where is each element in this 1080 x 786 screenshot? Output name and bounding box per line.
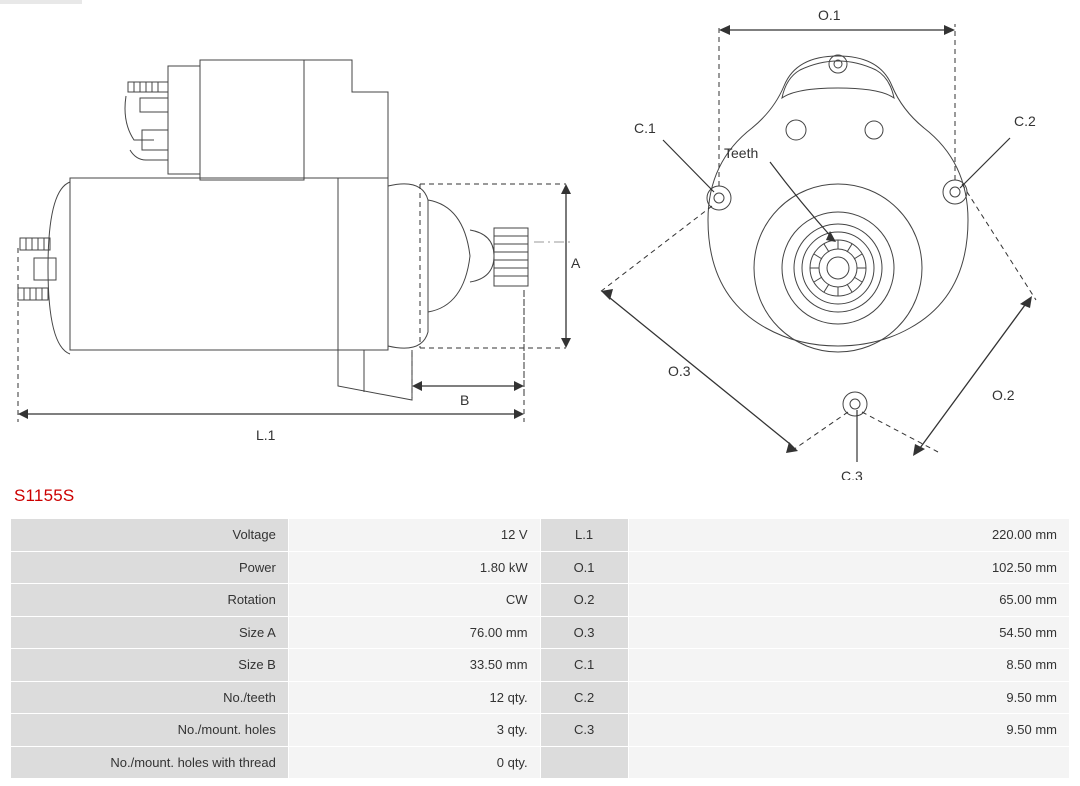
spec-value: CW <box>288 584 540 617</box>
dimension-label-o3: O.3 <box>668 363 691 379</box>
dimension-value: 9.50 mm <box>628 681 1069 714</box>
table-row <box>11 616 1070 649</box>
dimension-value: 102.50 mm <box>628 551 1069 584</box>
dimension-label-o2: O.2 <box>992 387 1015 403</box>
spec-label: Power <box>11 551 289 584</box>
specifications-table <box>10 518 1070 779</box>
spec-label: No./teeth <box>11 681 289 714</box>
dimension-key: C.3 <box>540 714 628 747</box>
dimension-value: 220.00 mm <box>628 519 1069 552</box>
part-number: S1155S <box>14 486 75 505</box>
spec-value: 0 qty. <box>288 746 540 779</box>
spec-label: Voltage <box>11 519 289 552</box>
spec-label: Size B <box>11 649 289 682</box>
spec-label: No./mount. holes <box>11 714 289 747</box>
table-row <box>11 681 1070 714</box>
spec-value: 12 V <box>288 519 540 552</box>
spec-value: 1.80 kW <box>288 551 540 584</box>
dimension-label-c3: C.3 <box>841 468 863 480</box>
dimension-value: 54.50 mm <box>628 616 1069 649</box>
table-row <box>11 584 1070 617</box>
dimension-key: O.2 <box>540 584 628 617</box>
teeth-label: Teeth <box>724 145 759 161</box>
dimension-key: C.2 <box>540 681 628 714</box>
spec-value: 76.00 mm <box>288 616 540 649</box>
spec-label: Rotation <box>11 584 289 617</box>
dimension-key: C.1 <box>540 649 628 682</box>
table-row <box>11 551 1070 584</box>
starter-front-view <box>600 7 1036 480</box>
starter-side-view <box>18 60 581 443</box>
dimension-value: 8.50 mm <box>628 649 1069 682</box>
dimension-label-c2: C.2 <box>1014 113 1036 129</box>
dimension-label-o1: O.1 <box>818 7 841 23</box>
table-row <box>11 746 1070 779</box>
dimension-value: 9.50 mm <box>628 714 1069 747</box>
spec-value: 3 qty. <box>288 714 540 747</box>
dimension-label-a: A <box>571 255 581 271</box>
dimension-key: L.1 <box>540 519 628 552</box>
table-row <box>11 714 1070 747</box>
spec-table-body <box>11 519 1070 779</box>
dimension-key: O.3 <box>540 616 628 649</box>
spec-label: Size A <box>11 616 289 649</box>
dimension-key-empty <box>540 746 628 779</box>
dimension-label-l1: L.1 <box>256 427 276 443</box>
dimension-label-b: B <box>460 392 470 408</box>
spec-label: No./mount. holes with thread <box>11 746 289 779</box>
table-row <box>11 519 1070 552</box>
spec-value: 33.50 mm <box>288 649 540 682</box>
dimension-value-empty <box>628 746 1069 779</box>
dimension-label-c1: C.1 <box>634 120 656 136</box>
dimension-value: 65.00 mm <box>628 584 1069 617</box>
spec-value: 12 qty. <box>288 681 540 714</box>
dimension-key: O.1 <box>540 551 628 584</box>
table-row <box>11 649 1070 682</box>
